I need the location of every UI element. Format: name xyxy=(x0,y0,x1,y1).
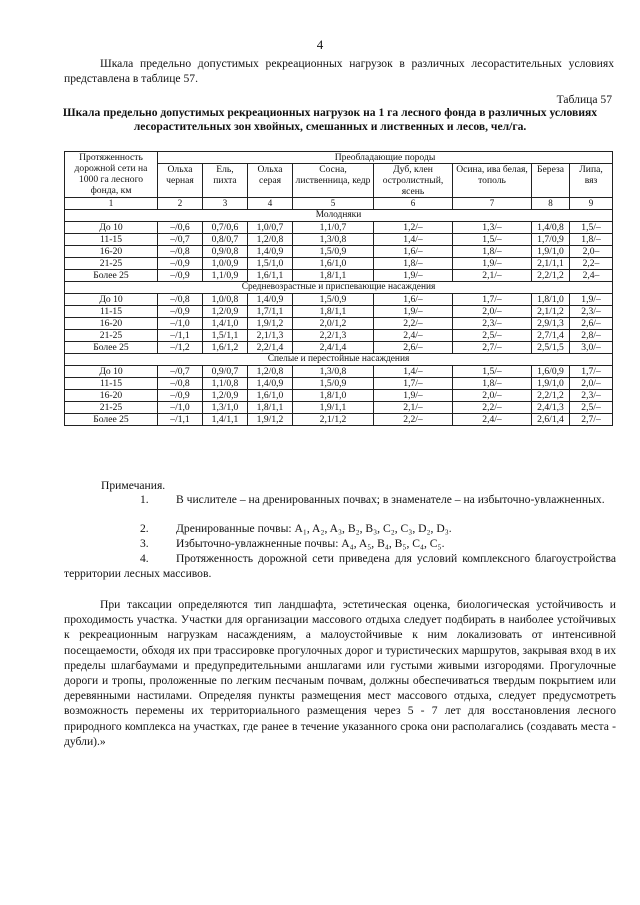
table-row xyxy=(65,366,613,378)
table-row xyxy=(65,258,613,270)
value-cell: 1,5/0,9 xyxy=(293,294,374,306)
value-cell: –/1,1 xyxy=(158,414,203,426)
table-header-row-1 xyxy=(65,152,613,164)
value-cell: 2,0/– xyxy=(570,378,613,390)
value-cell: 3,0/– xyxy=(570,342,613,354)
value-cell: 1,8/– xyxy=(374,258,453,270)
column-number: 6 xyxy=(374,198,453,210)
note-text: Избыточно-увлажненные почвы: A₄, A₅, B₄, B₅, C₄, C₅. xyxy=(176,537,445,550)
value-cell: 2,9/1,3 xyxy=(532,318,570,330)
table-row xyxy=(65,318,613,330)
value-cell: 0,8/0,7 xyxy=(203,234,248,246)
section-title: Молодняки xyxy=(65,210,613,222)
value-cell: 2,0/1,2 xyxy=(293,318,374,330)
value-cell: 2,2/1,2 xyxy=(532,270,570,282)
value-cell: 2,4/– xyxy=(453,414,532,426)
value-cell: 2,8/– xyxy=(570,330,613,342)
value-cell: –/0,6 xyxy=(158,222,203,234)
value-cell: 1,6/1,0 xyxy=(248,390,293,402)
value-cell: 1,0/0,7 xyxy=(248,222,293,234)
value-cell: 2,1/1,2 xyxy=(532,306,570,318)
body-paragraph: При таксации определяются тип ландшафта, эстетическая оценка, биологическая устойчивость и проходимость участка. Участки для организации массового отдыха следует подбирать в наиболее устойчивых к рекреационным нагрузкам насаждениям, а малоустойчивые к ним локализовать от интенсивной посещаемости, обходя их при трассировке прогулочных дорог и туристических маршрутов, закрывая вход в их пределы шлагбаумами и предупредительными аншлагами или густыми живыми изгородями. Прогулочные дороги и тропы, проложенные по легким песчаным почвам, должны обеспечиваться твердым покрытием или деревянными настилами. Определяя пункты размещения мест массового отдыха, следует предусмотреть возможность перемены их территориального размещения через 5 - 7 лет для восстановления лесного природного комплекса на участках, где ранее в течение указанного срока они располагались (создавать места - дубли).» xyxy=(64,598,616,748)
row-label-cell: 21-25 xyxy=(65,258,158,270)
value-cell: 2,5/– xyxy=(453,330,532,342)
section-title: Средневозрастные и приспевающие насаждения xyxy=(65,282,613,294)
load-scale-table xyxy=(64,151,613,426)
value-cell: –/1,2 xyxy=(158,342,203,354)
value-cell: 1,8/– xyxy=(570,234,613,246)
notes-heading: Примечания. xyxy=(101,479,166,492)
value-cell: 1,5/0,9 xyxy=(293,378,374,390)
value-cell: 2,3/– xyxy=(570,390,613,402)
value-cell: 2,1/1,2 xyxy=(293,414,374,426)
value-cell: 1,5/– xyxy=(453,234,532,246)
note-number: 1. xyxy=(140,493,149,506)
value-cell: –/0,8 xyxy=(158,294,203,306)
table-row xyxy=(65,342,613,354)
value-cell: 1,9/1,2 xyxy=(248,414,293,426)
section-header-row xyxy=(65,210,613,222)
column-header: Липа, вяз xyxy=(570,164,613,198)
row-label-cell: 11-15 xyxy=(65,378,158,390)
value-cell: 1,3/0,8 xyxy=(293,234,374,246)
row-label-cell: 11-15 xyxy=(65,306,158,318)
note-3 xyxy=(64,536,616,551)
row-header-cell: Протяженность дорожной сети на 1000 га лесного фонда, км xyxy=(65,152,158,198)
value-cell: 1,2/– xyxy=(374,222,453,234)
value-cell: 2,3/– xyxy=(453,318,532,330)
value-cell: 0,9/0,7 xyxy=(203,366,248,378)
note-text: Протяженность дорожной сети приведена для условий комплексного благоустройства территории лесных массивов. xyxy=(64,552,616,580)
value-cell: 2,2/1,3 xyxy=(293,330,374,342)
section-header-row xyxy=(65,282,613,294)
column-number: 7 xyxy=(453,198,532,210)
value-cell: 1,6/1,2 xyxy=(203,342,248,354)
value-cell: 1,8/1,0 xyxy=(293,390,374,402)
note-number: 3. xyxy=(140,537,149,550)
value-cell: 1,4/0,9 xyxy=(248,294,293,306)
row-label-cell: До 10 xyxy=(65,294,158,306)
column-header: Береза xyxy=(532,164,570,198)
value-cell: 1,8/1,1 xyxy=(248,402,293,414)
value-cell: 1,5/1,0 xyxy=(248,258,293,270)
column-header: Ель, пихта xyxy=(203,164,248,198)
row-label-cell: Более 25 xyxy=(65,270,158,282)
value-cell: 2,2/– xyxy=(453,402,532,414)
value-cell: 1,4/– xyxy=(374,366,453,378)
value-cell: 1,9/1,2 xyxy=(248,318,293,330)
value-cell: 1,6/1,1 xyxy=(248,270,293,282)
value-cell: 2,6/1,4 xyxy=(532,414,570,426)
intro-paragraph: Шкала предельно допустимых рекреационных нагрузок в различных лесорастительных условиях представлена в таблице 57. xyxy=(64,57,614,85)
value-cell: 2,4/1,3 xyxy=(532,402,570,414)
value-cell: 2,7/1,4 xyxy=(532,330,570,342)
value-cell: 1,6/1,0 xyxy=(293,258,374,270)
row-label-cell: 16-20 xyxy=(65,246,158,258)
row-label-cell: До 10 xyxy=(65,366,158,378)
note-4 xyxy=(64,551,616,581)
value-cell: 1,4/0,9 xyxy=(248,378,293,390)
value-cell: 2,3/– xyxy=(570,306,613,318)
value-cell: 1,4/1,1 xyxy=(203,414,248,426)
table-row xyxy=(65,270,613,282)
value-cell: 1,6/– xyxy=(374,294,453,306)
value-cell: 2,2/1,4 xyxy=(248,342,293,354)
value-cell: 0,9/0,8 xyxy=(203,246,248,258)
column-number: 1 xyxy=(65,198,158,210)
column-header: Осина, ива белая, тополь xyxy=(453,164,532,198)
value-cell: 2,2/– xyxy=(374,318,453,330)
value-cell: 1,6/0,9 xyxy=(532,366,570,378)
value-cell: 2,2/– xyxy=(374,414,453,426)
section-title: Спелые и перестойные насаждения xyxy=(65,354,613,366)
value-cell: 2,1/1,1 xyxy=(532,258,570,270)
value-cell: –/0,7 xyxy=(158,366,203,378)
value-cell: 1,9/1,0 xyxy=(532,378,570,390)
table-row xyxy=(65,234,613,246)
value-cell: 1,2/0,8 xyxy=(248,234,293,246)
value-cell: 1,3/– xyxy=(453,222,532,234)
value-cell: –/0,9 xyxy=(158,390,203,402)
table-row xyxy=(65,402,613,414)
column-number: 8 xyxy=(532,198,570,210)
value-cell: 1,7/– xyxy=(570,366,613,378)
table-row xyxy=(65,390,613,402)
row-label-cell: До 10 xyxy=(65,222,158,234)
note-number: 2. xyxy=(140,522,149,535)
value-cell: 1,8/1,1 xyxy=(293,306,374,318)
note-1 xyxy=(64,492,616,507)
row-label-cell: 21-25 xyxy=(65,330,158,342)
value-cell: –/1,1 xyxy=(158,330,203,342)
value-cell: 2,0– xyxy=(570,246,613,258)
row-label-cell: Более 25 xyxy=(65,342,158,354)
value-cell: 1,9/– xyxy=(374,390,453,402)
value-cell: 2,4/1,4 xyxy=(293,342,374,354)
column-header: Дуб, клен остролистный, ясень xyxy=(374,164,453,198)
value-cell: 1,2/0,9 xyxy=(203,390,248,402)
value-cell: 1,9/– xyxy=(570,294,613,306)
value-cell: 2,4/– xyxy=(374,330,453,342)
value-cell: 1,5/1,1 xyxy=(203,330,248,342)
value-cell: –/1,0 xyxy=(158,402,203,414)
column-number: 3 xyxy=(203,198,248,210)
value-cell: 1,8/1,1 xyxy=(293,270,374,282)
value-cell: 1,7/– xyxy=(374,378,453,390)
table-title: Шкала предельно допустимых рекреационных нагрузок на 1 га лесного фонда в различных условиях лесорастительных зон хвойных, смешанных и лиственных и лесов, чел/га. xyxy=(62,106,598,133)
value-cell: 1,3/1,0 xyxy=(203,402,248,414)
value-cell: 1,3/0,8 xyxy=(293,366,374,378)
value-cell: 1,7/– xyxy=(453,294,532,306)
note-text: В числителе – на дренированных почвах; в знаменателе – на избыточно-увлажненных. xyxy=(176,493,605,506)
table-row xyxy=(65,306,613,318)
value-cell: 2,5/1,5 xyxy=(532,342,570,354)
row-label-cell: Более 25 xyxy=(65,414,158,426)
value-cell: –/0,9 xyxy=(158,258,203,270)
value-cell: 1,9/1,0 xyxy=(532,246,570,258)
value-cell: 1,5/– xyxy=(570,222,613,234)
column-number: 2 xyxy=(158,198,203,210)
value-cell: 2,5/– xyxy=(570,402,613,414)
table-row xyxy=(65,294,613,306)
value-cell: 1,4/0,8 xyxy=(532,222,570,234)
row-label-cell: 11-15 xyxy=(65,234,158,246)
value-cell: 1,7/0,9 xyxy=(532,234,570,246)
value-cell: 1,5/0,9 xyxy=(293,246,374,258)
value-cell: –/0,7 xyxy=(158,234,203,246)
column-number-row xyxy=(65,198,613,210)
value-cell: 1,8/– xyxy=(453,246,532,258)
value-cell: 2,4– xyxy=(570,270,613,282)
note-number: 4. xyxy=(140,552,149,565)
value-cell: 2,6/– xyxy=(374,342,453,354)
value-cell: –/0,8 xyxy=(158,246,203,258)
value-cell: 1,4/1,0 xyxy=(203,318,248,330)
value-cell: 1,1/0,9 xyxy=(203,270,248,282)
value-cell: –/0,9 xyxy=(158,270,203,282)
value-cell: 1,4/– xyxy=(374,234,453,246)
table-label: Таблица 57 xyxy=(556,93,612,106)
value-cell: 1,1/0,8 xyxy=(203,378,248,390)
value-cell: 1,0/0,8 xyxy=(203,294,248,306)
value-cell: 2,1/– xyxy=(374,402,453,414)
group-header-cell: Преобладающие породы xyxy=(158,152,613,164)
value-cell: 2,0/– xyxy=(453,390,532,402)
row-label-cell: 16-20 xyxy=(65,390,158,402)
column-number: 9 xyxy=(570,198,613,210)
value-cell: 2,1/1,3 xyxy=(248,330,293,342)
section-header-row xyxy=(65,354,613,366)
row-label-cell: 21-25 xyxy=(65,402,158,414)
value-cell: 1,4/0,9 xyxy=(248,246,293,258)
value-cell: 2,6/– xyxy=(570,318,613,330)
value-cell: 1,0/0,9 xyxy=(203,258,248,270)
value-cell: 2,7/– xyxy=(453,342,532,354)
value-cell: –/1,0 xyxy=(158,318,203,330)
table-row xyxy=(65,222,613,234)
column-number: 5 xyxy=(293,198,374,210)
value-cell: –/0,9 xyxy=(158,306,203,318)
value-cell: 1,7/1,1 xyxy=(248,306,293,318)
value-cell: 1,8/1,0 xyxy=(532,294,570,306)
value-cell: 1,6/– xyxy=(374,246,453,258)
note-2 xyxy=(64,521,616,536)
page-number: 4 xyxy=(316,37,324,52)
value-cell: 1,1/0,7 xyxy=(293,222,374,234)
value-cell: 0,7/0,6 xyxy=(203,222,248,234)
value-cell: –/0,8 xyxy=(158,378,203,390)
value-cell: 2,0/– xyxy=(453,306,532,318)
value-cell: 1,9/– xyxy=(453,258,532,270)
value-cell: 1,2/0,9 xyxy=(203,306,248,318)
note-text: Дренированные почвы: A₁, A₂, A₃, B₂, B₃, C₂, C₃, D₂, D₃. xyxy=(176,522,452,535)
value-cell: 1,9/– xyxy=(374,306,453,318)
table-row xyxy=(65,246,613,258)
value-cell: 2,2/1,2 xyxy=(532,390,570,402)
column-header: Ольха серая xyxy=(248,164,293,198)
table-row xyxy=(65,330,613,342)
column-number: 4 xyxy=(248,198,293,210)
value-cell: 2,1/– xyxy=(453,270,532,282)
column-header: Сосна, лиственница, кедр xyxy=(293,164,374,198)
table-row xyxy=(65,378,613,390)
value-cell: 1,5/– xyxy=(453,366,532,378)
value-cell: 1,9/– xyxy=(374,270,453,282)
table-row xyxy=(65,414,613,426)
value-cell: 2,7/– xyxy=(570,414,613,426)
value-cell: 1,8/– xyxy=(453,378,532,390)
column-header: Ольха черная xyxy=(158,164,203,198)
value-cell: 1,2/0,8 xyxy=(248,366,293,378)
row-label-cell: 16-20 xyxy=(65,318,158,330)
value-cell: 2,2– xyxy=(570,258,613,270)
value-cell: 1,9/1,1 xyxy=(293,402,374,414)
